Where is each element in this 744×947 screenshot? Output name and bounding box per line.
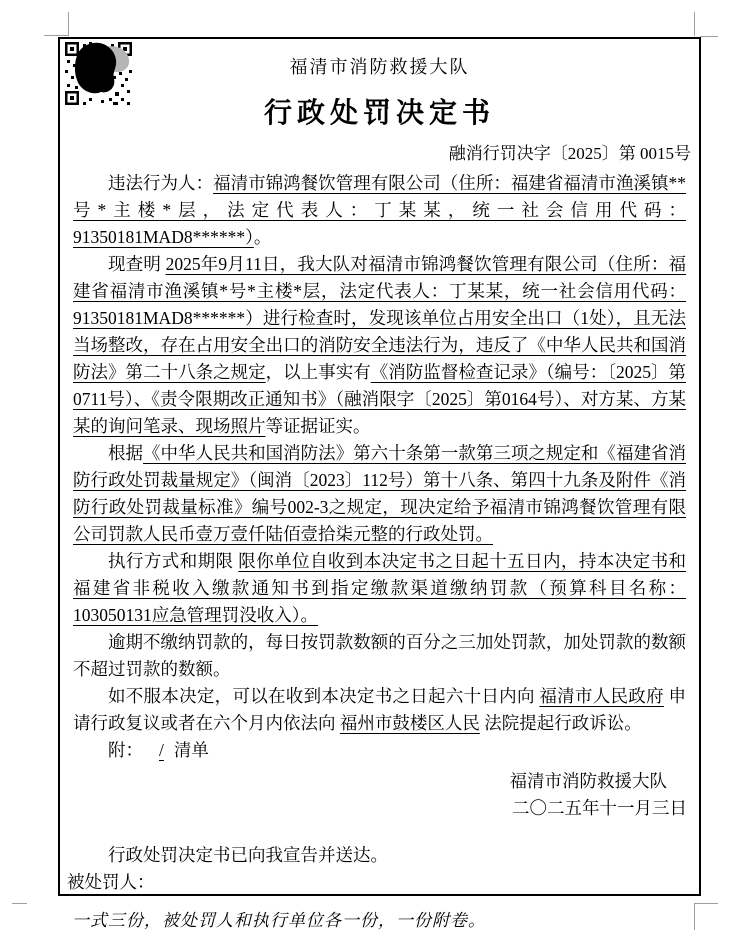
attachment-label: 附： bbox=[108, 740, 143, 760]
crop-mark-bottom-right-vertical bbox=[694, 903, 695, 930]
execution-label: 执行方式和期限 bbox=[108, 551, 239, 571]
paragraph-execution bbox=[73, 548, 686, 629]
crop-mark-top-left-vertical bbox=[68, 12, 69, 36]
copies-note: 一式三份，被处罚人和执行单位各一份，一份附卷。 bbox=[72, 911, 486, 930]
legal-basis-value: 《中华人民共和国消防法》第六十条第一款第三项之规定和《福建省消防行政处罚裁量规定》（闽消〔2023〕112号）第十八条、第四十九条及附件《消防行政处罚裁量标准》编号002-3之规定，现决定给予福清市锦鸿餐饮管理有限公司罚款人民币壹万壹仟陆佰壹拾柒元整的行政处罚。 bbox=[73, 443, 686, 544]
crop-mark-bottom-left-horizontal bbox=[12, 903, 27, 904]
recipient-label: 被处罚人： bbox=[67, 872, 155, 892]
document-title: 行政处罚决定书 bbox=[263, 98, 495, 129]
signature-date: 二〇二五年十一月三日 bbox=[512, 798, 687, 818]
legal-basis-label: 根据 bbox=[108, 443, 144, 463]
delivery-section bbox=[60, 842, 699, 896]
appeal-tail: 法院提起行政诉讼。 bbox=[479, 713, 642, 733]
qr-code-icon bbox=[65, 42, 135, 108]
appeal-lead: 如不服本决定，可以在收到本决定书之日起六十日内向 bbox=[108, 686, 540, 706]
crop-mark-bottom-right-horizontal bbox=[694, 903, 718, 904]
findings-evidence: 《消防监督检查记录》（编号：〔2025〕第0711号）、《责令限期改正通知书》（融消限字〔2025〕第0164号）、对方某、方某某的询问笔录、现场照片 bbox=[73, 362, 687, 436]
violator-value: 福清市锦鸿餐饮管理有限公司（住所：福建省福清市渔溪镇**号*主楼*层，法定代表人：丁某某，统一社会信用代码：91350181MAD8******） bbox=[73, 173, 686, 247]
execution-value: 限你单位自收到本决定书之日起十五日内，持本决定书和福建省非税收入缴款通知书到指定缴款渠道缴纳罚款（预算科目名称：103050131应急管理罚没收入）。 bbox=[73, 551, 686, 625]
crop-mark-top-right-vertical bbox=[694, 12, 695, 36]
signature-org: 福清市消防救援大队 bbox=[509, 771, 667, 791]
document-body bbox=[60, 170, 699, 764]
document-number: 融消行罚决字〔2025〕第 0015号 bbox=[448, 144, 691, 163]
paragraph-violator bbox=[73, 170, 686, 251]
crop-mark-top-left-horizontal bbox=[44, 35, 68, 36]
attachment-slash: / bbox=[159, 740, 164, 760]
appeal-middle: 申请行政复议或者在六个月内依法向 bbox=[73, 686, 687, 733]
document-border-frame bbox=[58, 37, 701, 896]
attachment-list-label: 清单 bbox=[173, 740, 209, 760]
delivery-statement: 行政处罚决定书已向我宣告并送达。 bbox=[108, 845, 388, 865]
findings-tail: 等证据证实。 bbox=[265, 416, 371, 436]
signature-block bbox=[60, 768, 699, 822]
issuing-org-name: 福清市消防救援大队 bbox=[289, 57, 470, 77]
late-penalty-text: 逾期不缴纳罚款的，每日按罚款数额的百分之三加处罚款，加处罚款的数额不超过罚款的数额。 bbox=[73, 632, 686, 679]
ink-blob bbox=[75, 43, 116, 94]
crop-mark-top-right-horizontal bbox=[700, 36, 718, 37]
paragraph-attachment bbox=[73, 737, 686, 764]
violator-label: 违法行为人： bbox=[108, 173, 214, 193]
violator-period: 。 bbox=[253, 227, 272, 247]
paragraph-legal-basis bbox=[73, 440, 686, 548]
appeal-government: 福清市人民政府 bbox=[539, 686, 664, 706]
findings-label: 现查明 bbox=[108, 254, 166, 274]
appeal-court: 福州市鼓楼区人民 bbox=[339, 713, 480, 733]
findings-connector: ，以上事实有 bbox=[265, 362, 371, 382]
paragraph-late-penalty bbox=[73, 629, 686, 683]
paragraph-findings bbox=[73, 251, 686, 440]
paragraph-appeal bbox=[73, 683, 686, 737]
findings-facts: 2025年9月11日，我大队对福清市锦鸿餐饮管理有限公司（住所：福建省福清市渔溪镇*号*主楼*层，法定代表人：丁某某，统一社会信用代码：91350181MAD8******）进行检查时，发现该单位占用安全出口（1处），且无法当场整改，存在占用安全出口的消防安全违法行为，违反了《中华人民共和国消防法》第二十八条之规定 bbox=[73, 254, 687, 382]
